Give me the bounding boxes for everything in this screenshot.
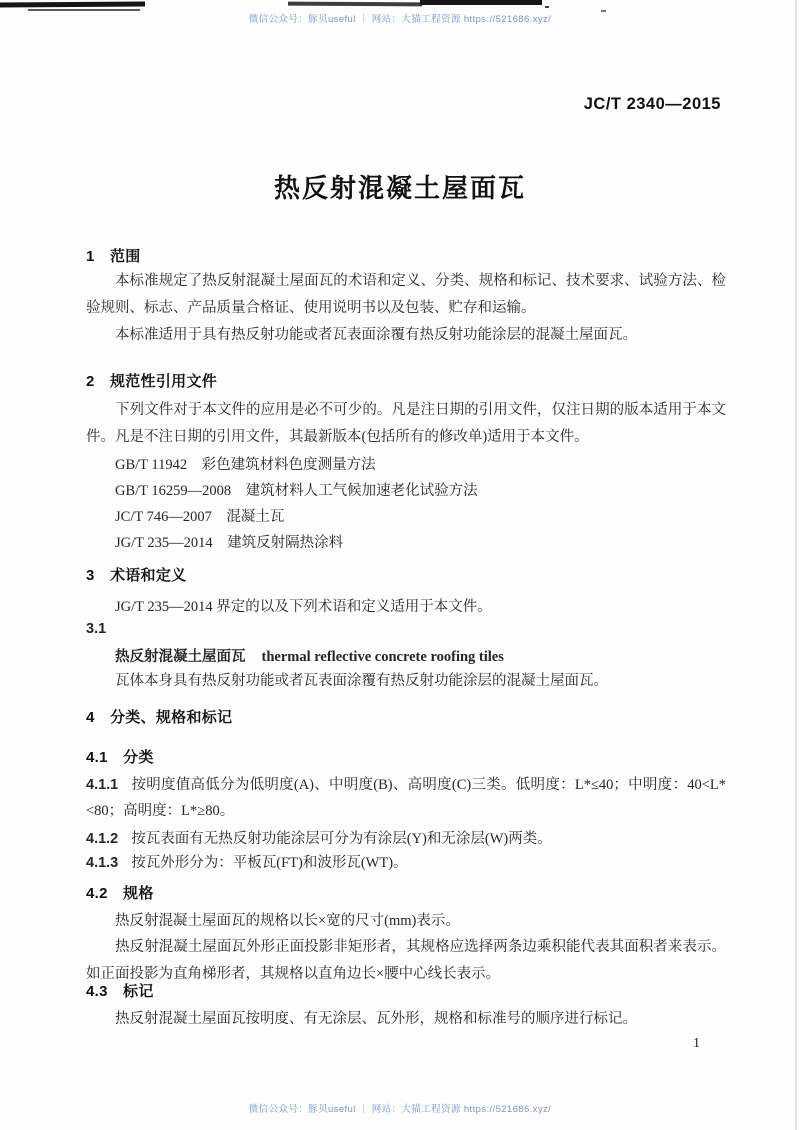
clause-4-1-1 <box>86 772 726 824</box>
section-2-heading: 2 规范性引用文件 <box>86 373 218 390</box>
section-4-heading: 4 分类、规格和标记 <box>86 709 233 726</box>
section-3-intro: JG/T 235—2014 界定的以及下列术语和定义适用于本文件。 <box>115 599 492 615</box>
term-chinese: 热反射混凝土屋面瓦 <box>115 649 246 665</box>
section-1-paragraph-1: 本标准规定了热反射混凝土屋面瓦的术语和定义、分类、规格和标记、技术要求、试验方法、检验规则、标志、产品质量合格证、使用说明书以及包装、贮存和运输。 <box>86 273 726 316</box>
section-4-1-heading: 4.1 分类 <box>86 749 154 766</box>
normative-references-list <box>86 452 726 556</box>
clause-4-1-3 <box>86 850 726 876</box>
watermark-top: 微信公众号：豚贝useful ｜ 网站：大猫工程资源 https://521686.xyz/ <box>248 14 552 25</box>
clause-number: 4.1.3 <box>86 855 119 871</box>
page-number: 1 <box>693 1036 700 1051</box>
section-4-2-paragraph-1: 热反射混凝土屋面瓦的规格以长×宽的尺寸(mm)表示。 <box>115 913 460 929</box>
section-4-3-heading: 4.3 标记 <box>86 983 154 1000</box>
clause-number: 4.1.2 <box>86 831 119 847</box>
term-number: 3.1 <box>86 621 107 637</box>
section-1-paragraph-2: 本标准适用于具有热反射功能或者瓦表面涂覆有热反射功能涂层的混凝土屋面瓦。 <box>115 327 637 343</box>
scan-artifact <box>420 0 542 5</box>
section-2-intro: 下列文件对于本文件的应用是必不可少的。凡是注日期的引用文件，仅注日期的版本适用于本文件。凡是不注日期的引用文件，其最新版本(包括所有的修改单)适用于本文件。 <box>86 402 726 445</box>
clause-text: 按瓦外形分为：平板瓦(FT)和波形瓦(WT)。 <box>131 855 408 871</box>
term-english: thermal reflective concrete roofing tiles <box>261 649 504 665</box>
clause-number: 4.1.1 <box>86 777 119 793</box>
reference-item: JC/T 746—2007 混凝土瓦 <box>115 509 285 525</box>
term-definition: 瓦体本身具有热反射功能或者瓦表面涂覆有热反射功能涂层的混凝土屋面瓦。 <box>115 673 608 689</box>
section-4-3-paragraph-1: 热反射混凝土屋面瓦按明度、有无涂层、瓦外形，规格和标准号的顺序进行标记。 <box>115 1011 637 1027</box>
scan-artifact <box>0 1 145 7</box>
reference-item: GB/T 16259—2008 建筑材料人工气候加速老化试验方法 <box>115 483 478 499</box>
clause-text: 按明度值高低分为低明度(A)、中明度(B)、高明度(C)三类。低明度：L*≤40；中明度：40<L*<80；高明度：L*≥80。 <box>86 777 726 819</box>
reference-item: JG/T 235—2014 建筑反射隔热涂料 <box>115 535 344 551</box>
clause-4-1-2 <box>86 826 726 852</box>
watermark-bottom: 微信公众号：豚贝useful ｜ 网站：大猫工程资源 https://521686.xyz/ <box>248 1104 552 1115</box>
standard-number: JC/T 2340—2015 <box>583 95 721 113</box>
section-4-2-heading: 4.2 规格 <box>86 885 154 902</box>
scan-artifact <box>288 2 422 7</box>
section-1-heading: 1 范围 <box>86 248 141 265</box>
section-4-2-paragraph-2: 热反射混凝土屋面瓦外形正面投影非矩形者，其规格应选择两条边乘积能代表其面积者来表示。如正面投影为直角梯形者，其规格以直角边长×腰中心线长表示。 <box>86 939 726 982</box>
scan-artifact <box>545 6 549 8</box>
clause-text: 按瓦表面有无热反射功能涂层可分为有涂层(Y)和无涂层(W)两类。 <box>131 831 552 847</box>
reference-item: GB/T 11942 彩色建筑材料色度测量方法 <box>115 457 376 473</box>
term-entry <box>86 644 726 670</box>
section-3-heading: 3 术语和定义 <box>86 567 187 584</box>
document-title: 热反射混凝土屋面瓦 <box>273 173 526 203</box>
